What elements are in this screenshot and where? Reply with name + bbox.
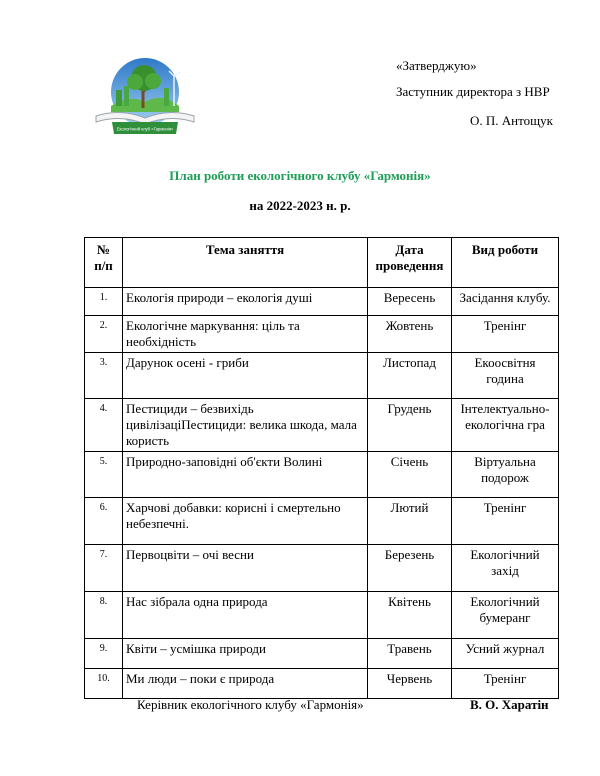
table-row	[85, 639, 559, 669]
header-date	[368, 238, 452, 288]
footer-role: Керівник екологічного клубу «Гармонія»	[137, 697, 364, 712]
table-row	[85, 592, 559, 639]
row-topic: Пестициди – безвихідь цивілізаціПестициди: велика шкода, мала користь	[123, 399, 368, 452]
table-body	[85, 288, 559, 699]
header-num-line1: №	[96, 242, 111, 257]
row-topic: Екологічне маркування: ціль та необхідність	[123, 316, 368, 353]
row-topic: Природно-заповідні об'єкти Волині	[123, 452, 368, 498]
row-date: Січень	[368, 452, 452, 498]
header-num-line2: п/п	[94, 258, 113, 273]
row-kind: Тренінг	[452, 316, 559, 353]
approval-signatory: О. П. Антощук	[470, 113, 553, 128]
table-row	[85, 545, 559, 592]
row-date: Вересень	[368, 288, 452, 316]
table-row	[85, 452, 559, 498]
row-number: 1.	[85, 288, 123, 316]
row-topic: Первоцвіти – очі весни	[123, 545, 368, 592]
row-kind: Засідання клубу.	[452, 288, 559, 316]
plan-title: План роботи екологічного клубу «Гармонія»	[169, 168, 431, 183]
row-date: Лютий	[368, 498, 452, 545]
row-date: Травень	[368, 639, 452, 669]
row-topic: Ми люди – поки є природа	[123, 669, 368, 699]
row-date: Жовтень	[368, 316, 452, 353]
row-date: Березень	[368, 545, 452, 592]
header-topic: Тема заняття	[123, 238, 368, 288]
row-number: 7.	[85, 545, 123, 592]
plan-year: на 2022-2023 н. р.	[249, 198, 351, 213]
row-kind: Екологічний бумеранг	[452, 592, 559, 639]
header-date-line1: Дата	[395, 242, 424, 257]
row-kind: Екологічний захід	[452, 545, 559, 592]
row-number: 8.	[85, 592, 123, 639]
row-kind: Інтелектуально-екологічна гра	[452, 399, 559, 452]
row-number: 10.	[85, 669, 123, 699]
logo-building	[116, 90, 122, 106]
header-kind: Вид роботи	[452, 238, 559, 288]
row-kind: Тренінг	[452, 669, 559, 699]
row-kind: Усний журнал	[452, 639, 559, 669]
table-row	[85, 399, 559, 452]
table-row	[85, 288, 559, 316]
row-number: 3.	[85, 353, 123, 399]
row-date: Червень	[368, 669, 452, 699]
row-topic: Харчові добавки: корисні і смертельно небезпечні.	[123, 498, 368, 545]
row-number: 2.	[85, 316, 123, 353]
logo-caption: Екологічний клуб «Гармонія»	[116, 126, 174, 132]
row-number: 5.	[85, 452, 123, 498]
row-kind: Екоосвітня година	[452, 353, 559, 399]
approval-heading: «Затверджую»	[396, 58, 477, 73]
table-row	[85, 353, 559, 399]
row-kind: Тренінг	[452, 498, 559, 545]
header-date-line2: проведення	[375, 258, 444, 273]
approval-position: Заступник директора з НВР	[396, 84, 550, 99]
table-row	[85, 316, 559, 353]
footer-name: В. О. Харатін	[470, 697, 549, 712]
row-topic: Дарунок осені - гриби	[123, 353, 368, 399]
row-topic: Квіти – усмішка природи	[123, 639, 368, 669]
table-row	[85, 669, 559, 699]
row-date: Листопад	[368, 353, 452, 399]
row-kind: Віртуальна подорож	[452, 452, 559, 498]
row-number: 4.	[85, 399, 123, 452]
plan-table	[84, 237, 559, 699]
row-topic: Екологія природи – екологія душі	[123, 288, 368, 316]
row-date: Квітень	[368, 592, 452, 639]
row-date: Грудень	[368, 399, 452, 452]
row-number: 9.	[85, 639, 123, 669]
table-row	[85, 498, 559, 545]
row-number: 6.	[85, 498, 123, 545]
header-num	[85, 238, 123, 288]
table-header-row	[85, 238, 559, 288]
row-topic: Нас зібрала одна природа	[123, 592, 368, 639]
club-logo	[90, 56, 200, 142]
